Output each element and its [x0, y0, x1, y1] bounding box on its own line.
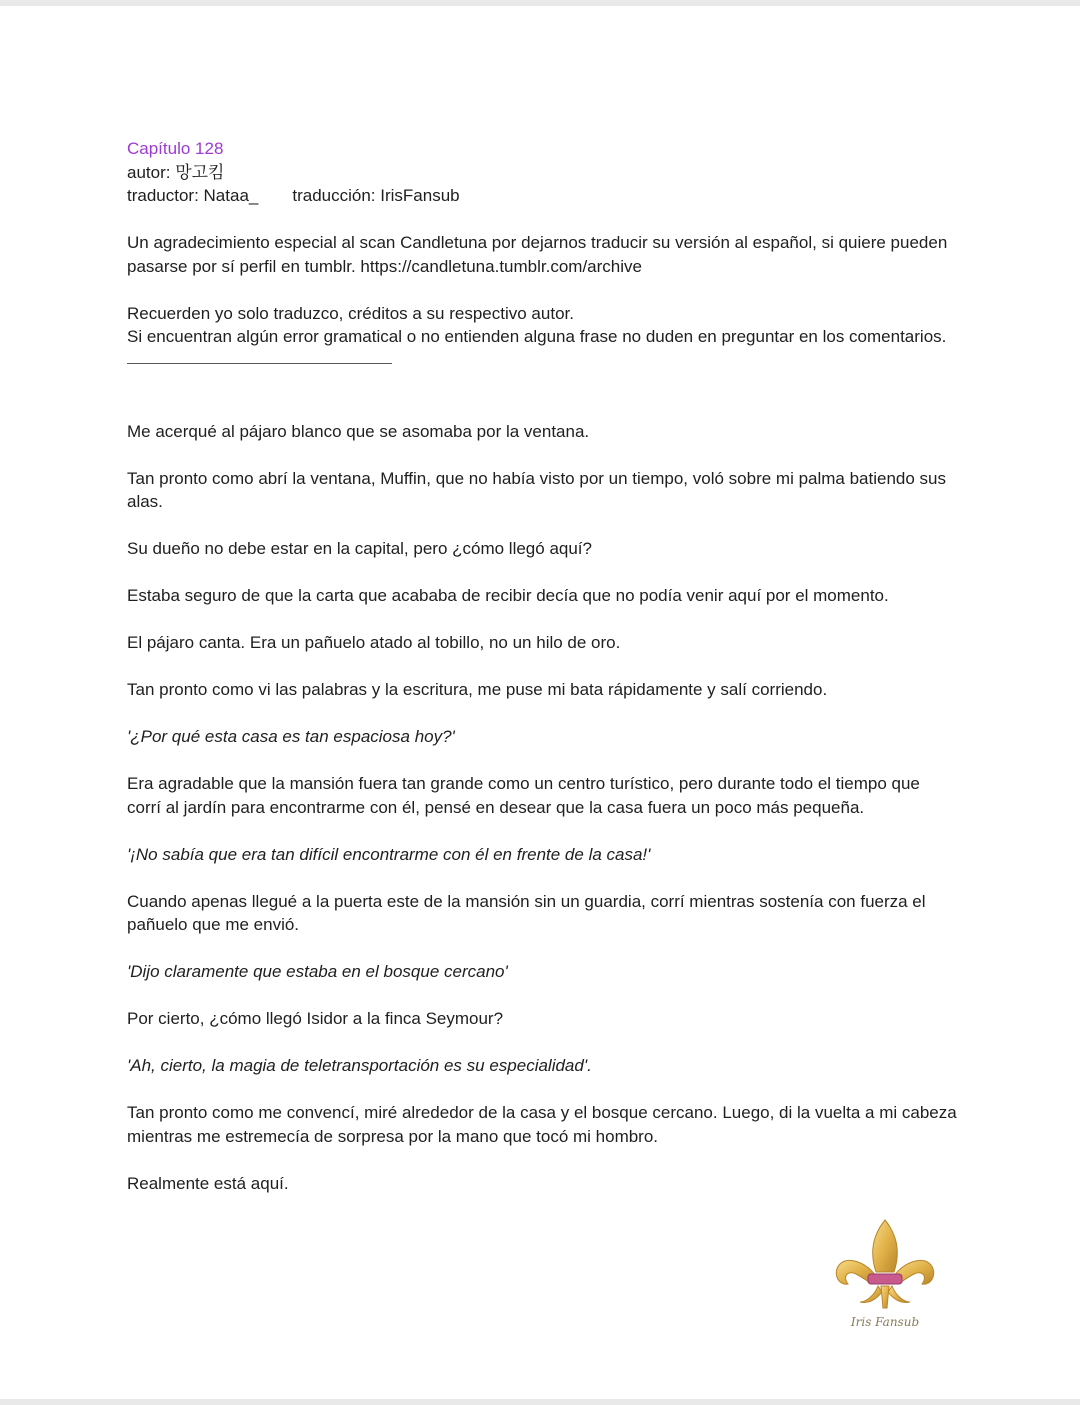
fleur-de-lis-icon [826, 1216, 944, 1316]
thought-paragraph: 'Dijo claramente que estaba en el bosque cercano' [127, 962, 508, 981]
story-paragraph: Cuando apenas llegué a la puerta este de la mansión sin un guardia, corrí mientras sostenía con fuerza el pañuelo que me envió. [127, 891, 926, 934]
story-paragraph: Realmente está aquí. [127, 1173, 289, 1193]
translator-credit: traductor: Nataa_ [127, 186, 259, 205]
credits-note: Recuerden yo solo traduzco, créditos a su respectivo autor. [127, 303, 574, 323]
fleur-de-lis-logo [826, 1216, 944, 1342]
document-body [127, 137, 957, 1219]
story-paragraph: Me acerqué al pájaro blanco que se asomaba por la ventana. [127, 421, 590, 441]
story-paragraph: Era agradable que la mansión fuera tan grande como un centro turístico, pero durante todo el tiempo que corrí al jardín para encontrarme con él, pensé en desear que la casa fuera un poco más pequeña. [127, 774, 920, 817]
story-paragraph: Tan pronto como me convencí, miré alrededor de la casa y el bosque cercano. Luego, di la vuelta a mi cabeza mientras me estremecía de sorpresa por la mano que tocó mi hombro. [127, 1103, 957, 1146]
thought-paragraph: 'Ah, cierto, la magia de teletransportación es su especialidad'. [127, 1056, 592, 1075]
translation-credit: traducción: IrisFansub [292, 186, 460, 205]
separator-line [127, 363, 392, 364]
author-line: autor: 망고킴 [127, 162, 225, 182]
chapter-title: Capítulo 128 [127, 139, 224, 158]
story-paragraph: Estaba seguro de que la carta que acababa de recibir decía que no podía venir aquí por el momento. [127, 586, 889, 605]
story-paragraph: Por cierto, ¿cómo llegó Isidor a la finca Seymour? [127, 1009, 504, 1028]
story-paragraph: El pájaro canta. Era un pañuelo atado al tobillo, no un hilo de oro. [127, 633, 621, 652]
story-paragraph: Tan pronto como vi las palabras y la escritura, me puse mi bata rápidamente y salí corriendo. [127, 680, 828, 699]
credits-line [127, 184, 957, 208]
logo-signature: Iris Fansub [850, 1315, 920, 1329]
story-paragraph: Su dueño no debe estar en la capital, pero ¿cómo llegó aquí? [127, 539, 592, 558]
document-page [0, 6, 1080, 1399]
story-paragraph: Tan pronto como abrí la ventana, Muffin, que no había visto por un tiempo, voló sobre mi palma batiendo sus alas. [127, 468, 947, 511]
thanks-paragraph: Un agradecimiento especial al scan Candletuna por dejarnos traducir su versión al español, si quiere pueden pasarse por sí perfil en tumblr. https://candletuna.tumblr.com/archive [127, 233, 948, 276]
thought-paragraph: '¿Por qué esta casa es tan espaciosa hoy?' [127, 727, 455, 746]
thought-paragraph: '¡No sabía que era tan difícil encontrarme con él en frente de la casa!' [127, 844, 651, 864]
errors-note: Si encuentran algún error gramatical o no entienden alguna frase no duden en preguntar en los comentarios. [127, 327, 947, 346]
